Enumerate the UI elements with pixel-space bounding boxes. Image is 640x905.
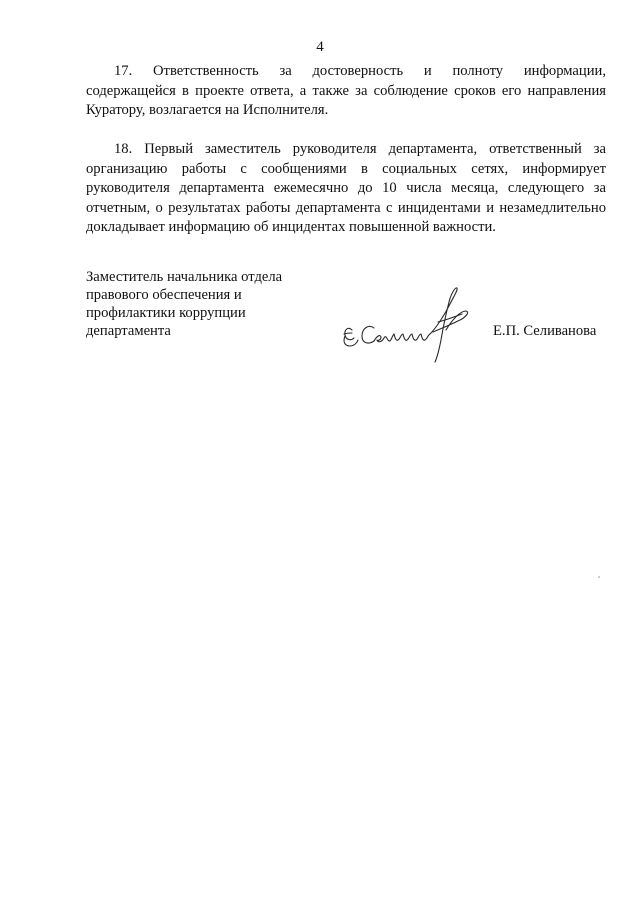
paragraph-18	[86, 140, 606, 238]
page-number: 4	[316, 39, 324, 55]
paragraph-line: руководителя департамента ежемесячно до 10 числа месяца, следующего за	[86, 180, 606, 197]
signatory-position-line: Заместитель начальника отдела	[86, 269, 283, 285]
paragraph-line: организацию работы с сообщениями в социальных сетях, информирует	[86, 160, 606, 177]
paragraph-17	[86, 62, 606, 121]
scan-speck	[598, 576, 600, 578]
signer-name: Е.П. Селиванова	[493, 323, 597, 339]
signatory-position-line: правового обеспечения и	[86, 287, 242, 303]
signatory-position-line: департамента	[86, 323, 171, 339]
handwritten-signature	[338, 284, 486, 366]
paragraph-line: отчетным, о результатах работы департамента с инцидентами и незамедлительно	[86, 199, 606, 216]
signatory-position-line: профилактики коррупции	[86, 305, 246, 321]
paragraph-line: 18. Первый заместитель руководителя департамента, ответственный за	[114, 141, 606, 157]
paragraph-line: Куратору, возлагается на Исполнителя.	[86, 102, 329, 119]
paragraph-line: 17. Ответственность за достоверность и полноту информации,	[114, 63, 606, 79]
paragraph-line: содержащейся в проекте ответа, а также за соблюдение сроков его направления	[86, 82, 606, 99]
paragraph-line: докладывает информацию об инцидентах повышенной важности.	[86, 219, 496, 236]
signature-strokes	[344, 288, 468, 362]
signatory-position	[86, 268, 282, 340]
